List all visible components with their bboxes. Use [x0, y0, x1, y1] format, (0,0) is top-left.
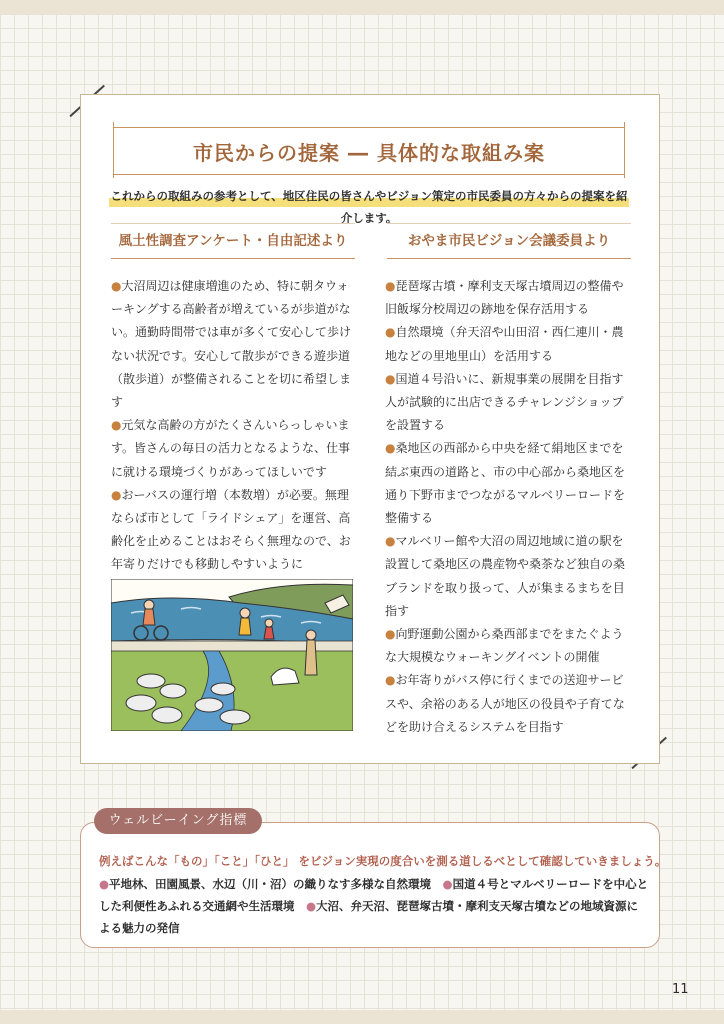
bullet-icon: ●	[111, 279, 122, 293]
bullet-icon: ●	[99, 877, 110, 891]
bullet-icon: ●	[385, 279, 396, 293]
bullet-icon: ●	[306, 899, 317, 913]
riverside-walk-illustration	[111, 579, 353, 731]
bullet-icon: ●	[385, 627, 396, 642]
page-title: 市民からの提案 ― 具体的な取組み案	[193, 140, 545, 165]
left-column-list	[111, 275, 357, 577]
proposal-card	[80, 94, 660, 764]
bullet-icon: ●	[385, 673, 396, 688]
wellbeing-item: 平地林、田園風景、水辺（川・沼）の織りなす多様な自然環境	[109, 877, 432, 891]
list-item: ●桑地区の西部から中央を経て絹地区までを結ぶ東西の道路と、市の中心部から桑地区を通り下野市までつながるマルベリーロードを整備する	[385, 441, 626, 526]
wellbeing-items	[99, 873, 649, 939]
right-column-list	[385, 275, 635, 739]
bullet-icon: ●	[442, 877, 453, 891]
wellbeing-item: 国道４号とマルベリーロードを中心とした利便性あふれる交通網や生活環境	[99, 877, 649, 913]
list-item: ●自然環境（弁天沼や山田沼・西仁連川・農地などの里地里山）を活用する	[385, 325, 624, 363]
list-item: ●向野運動公園から桑西部までをまたぐような大規模なウォーキングイベントの開催	[385, 627, 624, 665]
bullet-icon: ●	[111, 418, 122, 433]
bullet-icon: ●	[111, 487, 122, 502]
wellbeing-lead: 例えばこんな「もの」「こと」「ひと」 をビジョン実現の度合いを測る道しるべとして確認していきましょう。	[99, 854, 667, 868]
wellbeing-tab-label: ウェルビーイング指標	[94, 808, 262, 834]
intro-text: これからの取組みの参考として、地区住民の皆さんやビジョン策定の市民委員の方々からの提案を紹介します。	[109, 185, 629, 207]
page-number: 11	[672, 982, 689, 997]
bullet-icon: ●	[385, 441, 396, 456]
list-item: ●元気な高齢の方がたくさんいらっしゃいます。皆さんの毎日の活力となるような、仕事に就ける環境づくりがあってほしいです	[111, 418, 351, 479]
bullet-icon: ●	[385, 534, 396, 549]
list-item: ●マルベリー館や大沼の周辺地域に道の駅を設置して桑地区の農産物や桑茶など独自の桑ブランドを取り扱って、人が集まるまちを目指す	[385, 534, 626, 618]
bullet-icon: ●	[385, 325, 396, 340]
right-column-heading: おやま市民ビジョン会議委員より	[387, 223, 631, 259]
wellbeing-item: 大沼、弁天沼、琵琶塚古墳・摩利支天塚古墳などの地域資源による魅力の発信	[99, 899, 639, 935]
list-item: ●おーバスの運行増（本数増）が必要。無理ならば市として「ライドシェア」を運営、高齢化を止めることはおそらく無理なので、お年寄りだけでも移動しやすいように	[111, 487, 351, 572]
bullet-icon: ●	[385, 371, 396, 386]
list-item: ●国道４号沿いに、新規事業の展開を目指す人が試験的に出店できるチャレンジショップを設置する	[385, 371, 624, 433]
list-item: ●お年寄りがバス停に行くまでの送迎サービスや、余裕のある人が地区の役員や子育てなどを助け合えるシステムを目指す	[385, 673, 625, 734]
title-box	[113, 127, 625, 175]
list-item: ●琵琶塚古墳・摩利支天塚古墳周辺の整備や旧飯塚分校周辺の跡地を保存活用する	[385, 279, 624, 317]
list-item: ●大沼周辺は健康増進のため、特に朝タウォーキングする高齢者が増えているが歩道がない。通勤時間帯では車が多くて安心して歩けない状況です。安心して散歩ができる遊歩道（散歩道）が整備されることを切に希望します	[111, 279, 352, 410]
left-column-heading: 風土性調査アンケート・自由記述より	[111, 223, 355, 259]
wellbeing-box	[80, 822, 667, 948]
top-strip	[0, 0, 724, 14]
bottom-strip	[0, 1010, 724, 1024]
